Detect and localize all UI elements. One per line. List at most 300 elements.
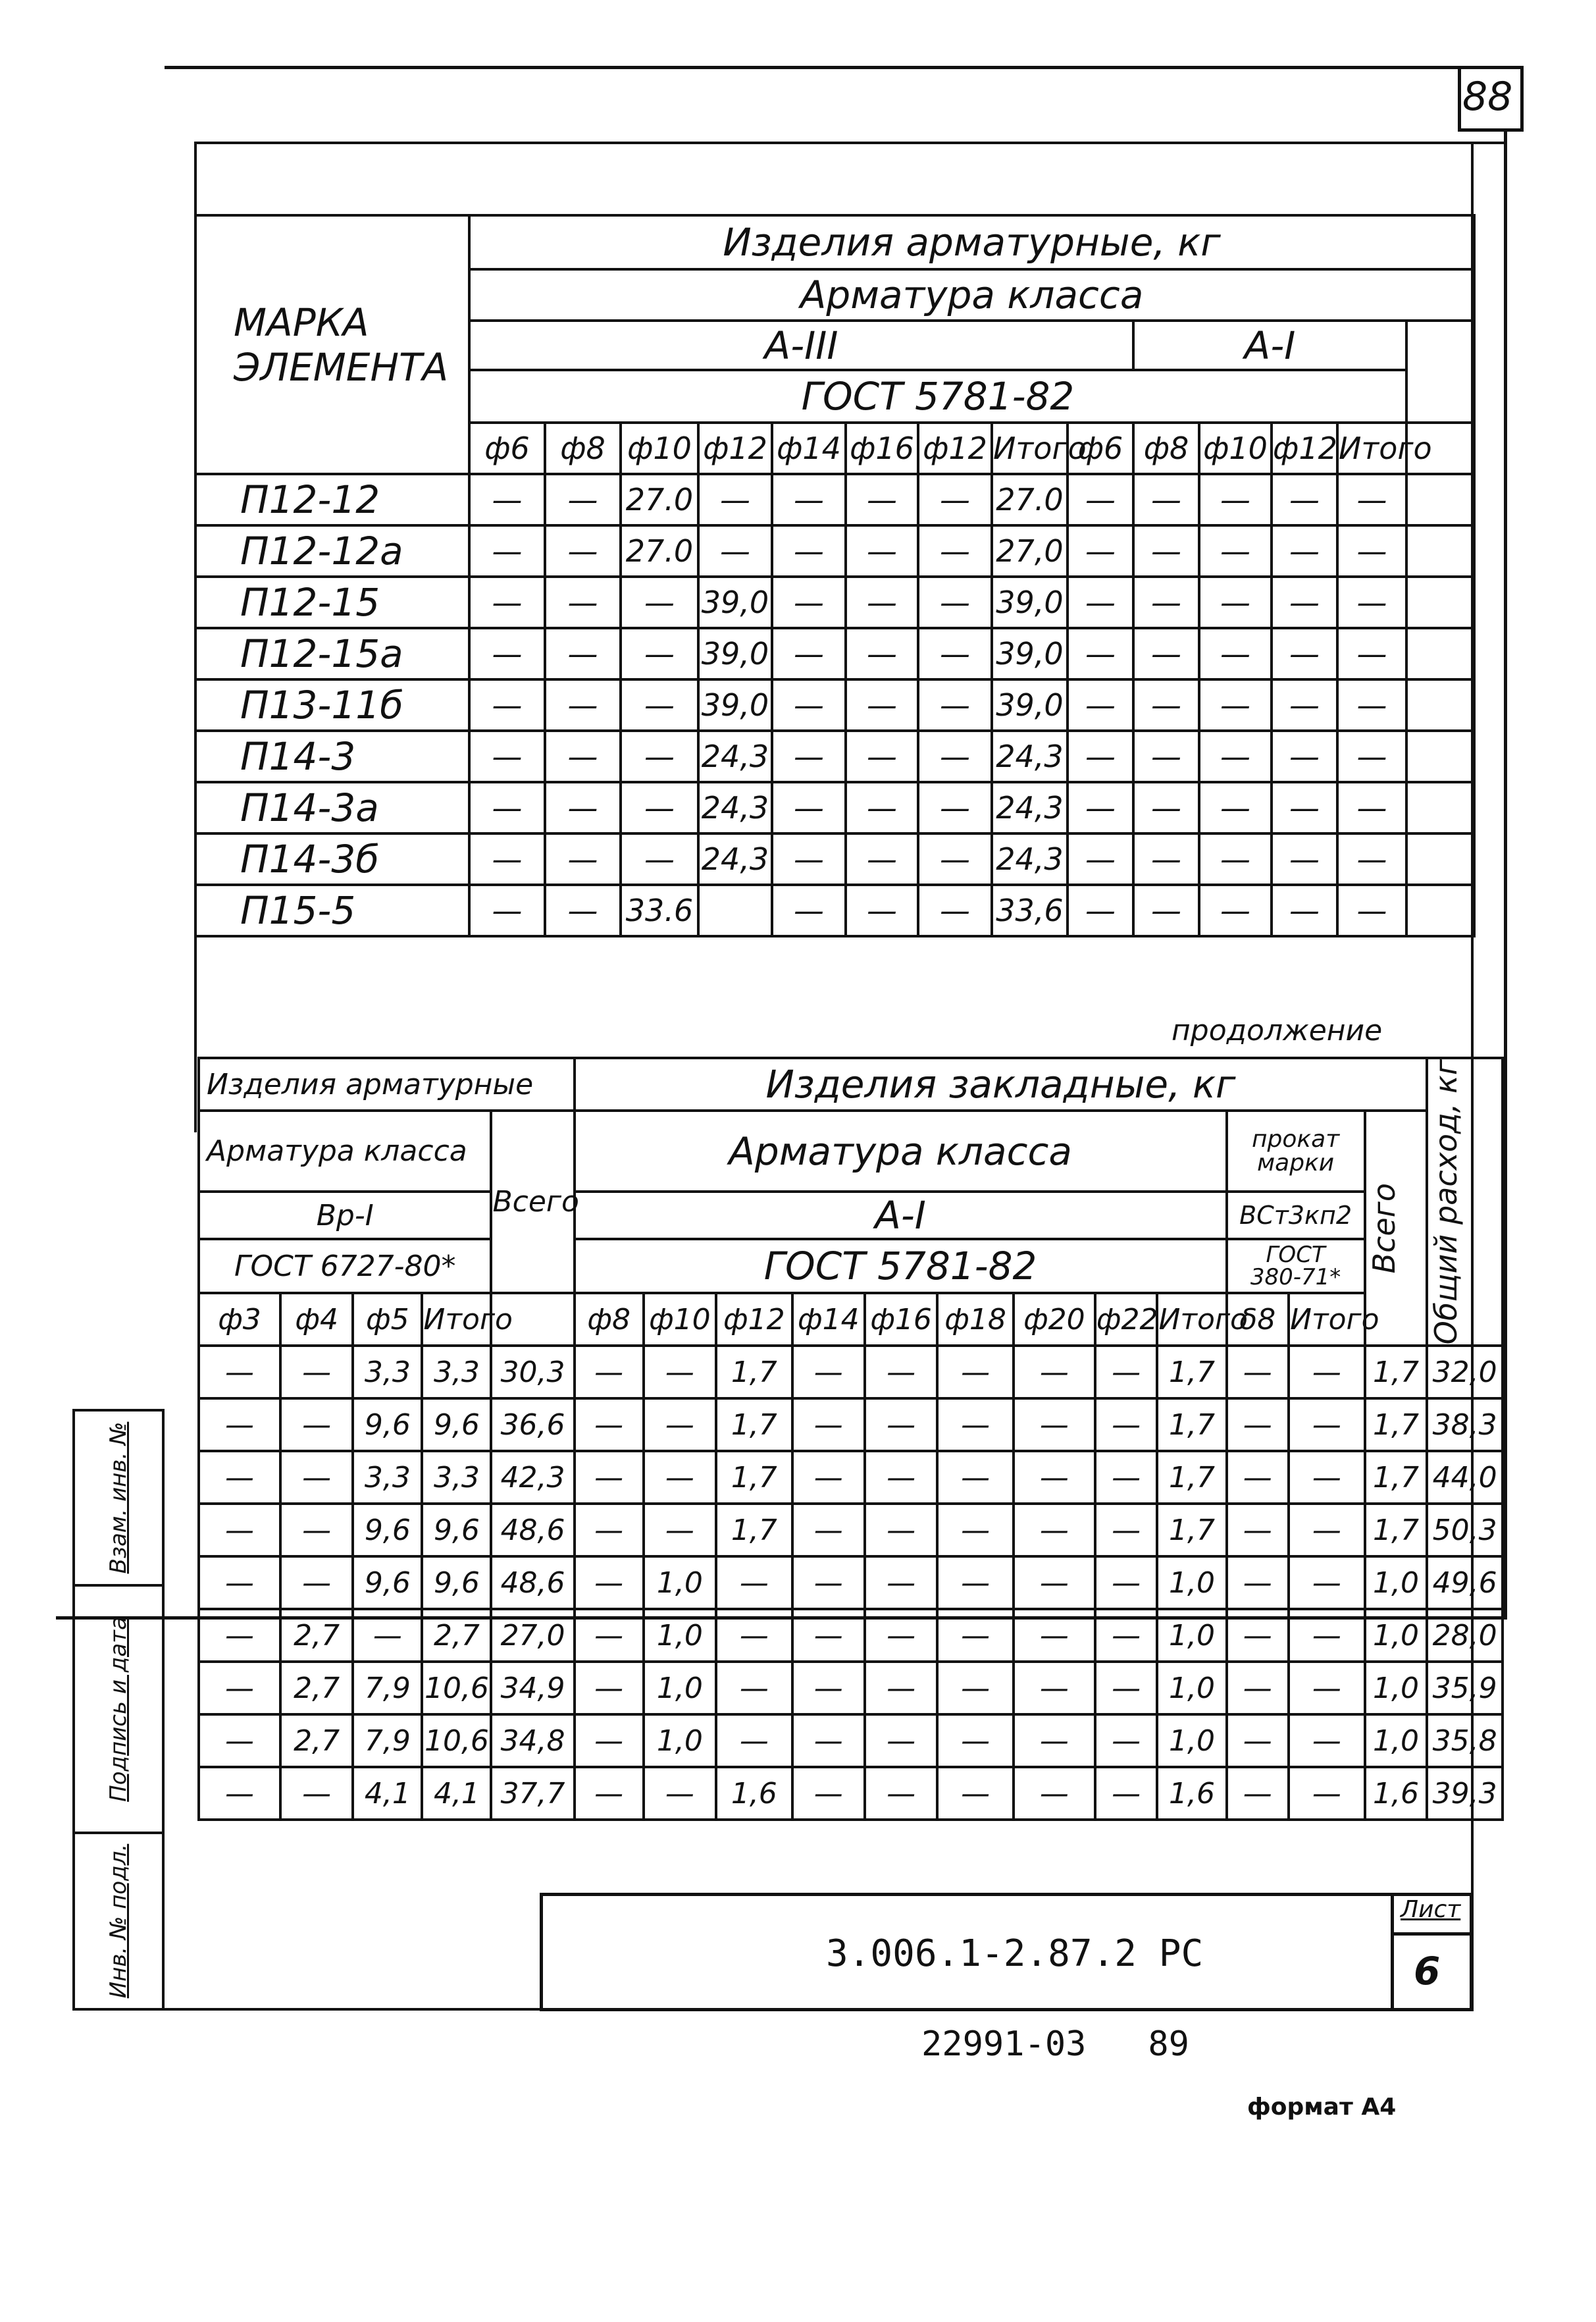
table-cell: 7,9 xyxy=(353,1714,422,1767)
table-cell: — xyxy=(575,1609,644,1662)
products-embedded-title: Изделия закладные, кг xyxy=(575,1058,1428,1111)
table-cell: — xyxy=(1014,1662,1095,1714)
table-cell: 24,3 xyxy=(698,731,772,782)
table-cell: — xyxy=(1227,1504,1289,1556)
table-cell: — xyxy=(792,1556,865,1609)
table-cell: — xyxy=(644,1451,716,1504)
table-cell: — xyxy=(1272,731,1337,782)
col-header: ф14 xyxy=(772,423,846,474)
class-label-2: Арматура класса xyxy=(575,1111,1227,1192)
table-cell: 35,8 xyxy=(1427,1714,1503,1767)
table-row xyxy=(199,1346,1503,1398)
table-cell: — xyxy=(937,1398,1014,1451)
side-stamp-original-inv: Инв. № подл. xyxy=(72,1832,165,2011)
table-cell: — xyxy=(1337,833,1406,885)
table-cell: — xyxy=(937,1504,1014,1556)
col-header: ф16 xyxy=(865,1293,937,1346)
table-cell: — xyxy=(1133,782,1199,833)
table-cell: — xyxy=(545,885,621,936)
table-cell: — xyxy=(865,1346,937,1398)
side-stamp-replaced-inv: Взам. инв. № xyxy=(72,1409,165,1587)
table-cell: — xyxy=(918,885,992,936)
table-cell: 9,6 xyxy=(353,1556,422,1609)
table-cell: 2,7 xyxy=(422,1609,491,1662)
table-cell: 3,3 xyxy=(353,1451,422,1504)
row-mark: П14-3б xyxy=(194,833,469,885)
table-cell: — xyxy=(644,1398,716,1451)
table-cell: — xyxy=(918,679,992,731)
table-cell: — xyxy=(1227,1714,1289,1767)
table-cell: 9,6 xyxy=(353,1398,422,1451)
table-cell: — xyxy=(1014,1556,1095,1609)
table-cell: — xyxy=(1289,1609,1365,1662)
right-frame-line xyxy=(1504,132,1507,1616)
col-header: Итого xyxy=(422,1293,491,1346)
table-cell: 48,6 xyxy=(491,1504,574,1556)
table-cell: — xyxy=(199,1398,280,1451)
table-cell: — xyxy=(1014,1714,1095,1767)
table-cell: 1,7 xyxy=(1365,1346,1428,1398)
table-cell: — xyxy=(199,1714,280,1767)
table-cell: — xyxy=(918,782,992,833)
vsego-right: Всего xyxy=(1365,1111,1428,1346)
table-cell: 32,0 xyxy=(1427,1346,1503,1398)
table-cell: — xyxy=(621,833,698,885)
table-cell: 9,6 xyxy=(422,1556,491,1609)
table-cell: — xyxy=(575,1504,644,1556)
table-cell: — xyxy=(1272,577,1337,628)
table-cell: — xyxy=(545,577,621,628)
table-cell: 27.0 xyxy=(621,474,698,525)
table-cell xyxy=(1406,628,1474,679)
table-cell: 1,0 xyxy=(1365,1662,1428,1714)
table-cell: — xyxy=(1014,1398,1095,1451)
table-cell: — xyxy=(199,1504,280,1556)
table-cell: 1,0 xyxy=(1365,1556,1428,1609)
table-cell: — xyxy=(918,731,992,782)
table-cell: — xyxy=(1133,833,1199,885)
table-cell: — xyxy=(792,1714,865,1767)
table-cell: 39,0 xyxy=(698,628,772,679)
col-header: ф12 xyxy=(698,423,772,474)
gost-label: ГОСТ 5781-82 xyxy=(469,370,1406,423)
table-cell: — xyxy=(1199,474,1272,525)
table-cell: — xyxy=(1199,577,1272,628)
table-cell: — xyxy=(1133,731,1199,782)
vsego-left: Всего xyxy=(491,1111,574,1293)
table-cell: — xyxy=(1199,782,1272,833)
table-cell: — xyxy=(846,525,918,577)
col-header: ф6 xyxy=(1068,423,1133,474)
table-cell xyxy=(698,885,772,936)
table-cell: — xyxy=(716,1609,792,1662)
table-cell: — xyxy=(865,1398,937,1451)
table-cell: — xyxy=(937,1609,1014,1662)
table-cell: 4,1 xyxy=(353,1767,422,1820)
row-mark: П14-3 xyxy=(194,731,469,782)
table-cell: 33,6 xyxy=(992,885,1068,936)
col-header: ф20 xyxy=(1014,1293,1095,1346)
table-cell: — xyxy=(1068,474,1133,525)
table-cell: — xyxy=(1289,1451,1365,1504)
table-cell: 1,0 xyxy=(644,1662,716,1714)
table-cell: — xyxy=(1068,679,1133,731)
table-cell: — xyxy=(846,731,918,782)
table-cell: — xyxy=(469,679,545,731)
table-cell: — xyxy=(1133,628,1199,679)
table-cell: — xyxy=(575,1451,644,1504)
table-cell: 9,6 xyxy=(353,1504,422,1556)
table-cell: — xyxy=(1227,1398,1289,1451)
table-cell: — xyxy=(865,1714,937,1767)
table-cell: — xyxy=(846,782,918,833)
table-cell: 1,0 xyxy=(1157,1556,1226,1609)
inner-top-line xyxy=(194,142,1507,144)
table-cell: 1,7 xyxy=(1365,1504,1428,1556)
table-row xyxy=(199,1662,1503,1714)
table-cell: — xyxy=(644,1504,716,1556)
table-cell: 27.0 xyxy=(992,474,1068,525)
a1-label: A-I xyxy=(575,1192,1227,1239)
table-row xyxy=(199,1609,1503,1662)
table-cell: — xyxy=(621,679,698,731)
table-cell: 7,9 xyxy=(353,1662,422,1714)
table-cell: — xyxy=(846,628,918,679)
table-cell: — xyxy=(469,525,545,577)
format-label: формат А4 xyxy=(1247,2094,1397,2121)
table-cell: — xyxy=(937,1451,1014,1504)
table-cell: 24,3 xyxy=(992,833,1068,885)
table-cell: — xyxy=(698,525,772,577)
row-mark: П13-11б xyxy=(194,679,469,731)
table-cell: — xyxy=(621,628,698,679)
row-mark: П12-12а xyxy=(194,525,469,577)
col-header: ф12 xyxy=(1272,423,1337,474)
class-a1: A-I xyxy=(1133,321,1406,370)
table-cell: — xyxy=(575,1346,644,1398)
table-cell: — xyxy=(1272,628,1337,679)
prokat-header: прокат марки xyxy=(1227,1111,1365,1192)
table-cell: — xyxy=(469,782,545,833)
table-cell: — xyxy=(644,1346,716,1398)
table-cell: — xyxy=(1272,885,1337,936)
table-cell: 4,1 xyxy=(422,1767,491,1820)
table-cell: — xyxy=(469,474,545,525)
table-cell: 1,0 xyxy=(1365,1609,1428,1662)
products-title: Изделия арматурные, кг xyxy=(469,215,1474,269)
table-cell: — xyxy=(545,525,621,577)
table-cell: 1,0 xyxy=(1157,1662,1226,1714)
table-cell: — xyxy=(918,525,992,577)
title-block xyxy=(540,1893,1473,2011)
table-cell: — xyxy=(865,1609,937,1662)
table-cell: — xyxy=(1227,1556,1289,1609)
table-cell: — xyxy=(716,1662,792,1714)
table-cell: — xyxy=(199,1556,280,1609)
table-cell: — xyxy=(1095,1504,1158,1556)
table-row xyxy=(199,1714,1503,1767)
table-cell: — xyxy=(469,833,545,885)
table-cell: — xyxy=(1199,885,1272,936)
col-header: ф16 xyxy=(846,423,918,474)
table-cell: — xyxy=(846,885,918,936)
table-cell: — xyxy=(280,1767,353,1820)
embedded-parts-table xyxy=(197,1057,1504,1821)
table-cell: 1,6 xyxy=(716,1767,792,1820)
table-cell: 34,9 xyxy=(491,1662,574,1714)
reinforcement-table xyxy=(194,214,1476,937)
table-cell: — xyxy=(772,679,846,731)
table-cell: — xyxy=(1337,731,1406,782)
table-cell: 1,0 xyxy=(1365,1714,1428,1767)
table-cell: 1,6 xyxy=(1365,1767,1428,1820)
col-header: ф10 xyxy=(644,1293,716,1346)
col-header: ф8 xyxy=(545,423,621,474)
table-cell: 10,6 xyxy=(422,1714,491,1767)
table-cell: 39,0 xyxy=(698,679,772,731)
table-cell: — xyxy=(772,833,846,885)
table-cell: — xyxy=(1337,679,1406,731)
total-consumption-header: Общий расход, кг xyxy=(1427,1058,1503,1346)
col-header: ф10 xyxy=(621,423,698,474)
table-cell: 37,7 xyxy=(491,1767,574,1820)
sheet-cell xyxy=(1391,1896,1470,2011)
col-header: ф6 xyxy=(469,423,545,474)
table-cell: — xyxy=(1337,628,1406,679)
table-cell: 1,7 xyxy=(1157,1451,1226,1504)
table-cell: — xyxy=(1095,1346,1158,1398)
table-cell: — xyxy=(545,474,621,525)
table-cell: — xyxy=(918,577,992,628)
table-cell: — xyxy=(199,1767,280,1820)
table-cell: 1,0 xyxy=(1157,1714,1226,1767)
table-cell: — xyxy=(1289,1714,1365,1767)
table-cell: — xyxy=(1272,679,1337,731)
products-arm-title: Изделия арматурные xyxy=(199,1058,575,1111)
table-cell: 38,3 xyxy=(1427,1398,1503,1451)
col-header: Итого xyxy=(992,423,1068,474)
table-cell: — xyxy=(865,1767,937,1820)
table-row xyxy=(194,474,1474,525)
table-cell: 24,3 xyxy=(992,782,1068,833)
sheet-number: 6 xyxy=(1414,1949,1441,1993)
table-cell: — xyxy=(280,1398,353,1451)
table-row xyxy=(194,833,1474,885)
table-cell: 1,7 xyxy=(716,1398,792,1451)
table-row xyxy=(194,628,1474,679)
table-cell xyxy=(1406,679,1474,731)
sheet-label: Лист xyxy=(1401,1896,1461,1923)
table-cell: — xyxy=(575,1398,644,1451)
col-header: ф3 xyxy=(199,1293,280,1346)
table-cell: — xyxy=(1014,1451,1095,1504)
table-cell: 10,6 xyxy=(422,1662,491,1714)
col-header: Итого xyxy=(1157,1293,1226,1346)
table-cell: — xyxy=(865,1451,937,1504)
table-cell: — xyxy=(1068,731,1133,782)
table-cell: — xyxy=(545,628,621,679)
col-header: ф4 xyxy=(280,1293,353,1346)
table-cell: — xyxy=(846,577,918,628)
table-cell: — xyxy=(1014,1346,1095,1398)
class-a3: A-III xyxy=(469,321,1133,370)
table-cell: — xyxy=(1068,577,1133,628)
table-cell: — xyxy=(1133,474,1199,525)
table-cell: 36,6 xyxy=(491,1398,574,1451)
table-cell: — xyxy=(621,782,698,833)
table-row xyxy=(199,1504,1503,1556)
table-cell: — xyxy=(353,1609,422,1662)
table-cell: 1,7 xyxy=(716,1346,792,1398)
table-cell: — xyxy=(1068,885,1133,936)
table-cell: 1,7 xyxy=(1157,1398,1226,1451)
table-cell: 1,0 xyxy=(644,1556,716,1609)
table-cell: — xyxy=(1227,1609,1289,1662)
table-cell: — xyxy=(1095,1451,1158,1504)
table-cell: — xyxy=(716,1714,792,1767)
table-cell: — xyxy=(280,1504,353,1556)
table-cell: 9,6 xyxy=(422,1398,491,1451)
col-header: ф10 xyxy=(1199,423,1272,474)
table-cell: — xyxy=(792,1451,865,1504)
table-row xyxy=(194,731,1474,782)
table-cell: — xyxy=(199,1346,280,1398)
table-row xyxy=(194,885,1474,936)
table-cell: — xyxy=(792,1609,865,1662)
table-cell: 39,3 xyxy=(1427,1767,1503,1820)
table-cell: — xyxy=(698,474,772,525)
table-cell: — xyxy=(1068,628,1133,679)
table-cell: — xyxy=(1272,474,1337,525)
table-cell: — xyxy=(937,1346,1014,1398)
table-cell: — xyxy=(575,1714,644,1767)
table-cell: — xyxy=(1133,577,1199,628)
table-cell: 27,0 xyxy=(992,525,1068,577)
gost-5781: ГОСТ 5781-82 xyxy=(575,1239,1227,1293)
table-row xyxy=(194,577,1474,628)
table-cell: 3,3 xyxy=(353,1346,422,1398)
table-cell: 34,8 xyxy=(491,1714,574,1767)
table-cell: 1,7 xyxy=(1157,1504,1226,1556)
table-cell: — xyxy=(469,731,545,782)
table-cell: — xyxy=(469,885,545,936)
table-cell xyxy=(1406,731,1474,782)
gost-6727: ГОСТ 6727-80* xyxy=(199,1239,491,1293)
table-cell: 24,3 xyxy=(698,833,772,885)
row-mark: П12-15 xyxy=(194,577,469,628)
table-cell: — xyxy=(1337,782,1406,833)
table-cell: — xyxy=(545,833,621,885)
vp1-label: Вр-I xyxy=(199,1192,491,1239)
table-cell: — xyxy=(772,577,846,628)
table-cell: — xyxy=(846,833,918,885)
table-cell: — xyxy=(1133,525,1199,577)
table-cell: — xyxy=(1289,1662,1365,1714)
table-cell: 39,0 xyxy=(992,679,1068,731)
table-cell: — xyxy=(1227,1767,1289,1820)
table-cell: 27,0 xyxy=(491,1609,574,1662)
page-number: 88 xyxy=(1462,74,1513,120)
col-header: ф18 xyxy=(937,1293,1014,1346)
table-cell: — xyxy=(1199,679,1272,731)
table-cell: — xyxy=(937,1662,1014,1714)
table-cell: — xyxy=(1199,628,1272,679)
table-cell: — xyxy=(1199,525,1272,577)
table-cell: — xyxy=(1014,1609,1095,1662)
table-cell: — xyxy=(918,833,992,885)
top-border-line xyxy=(165,66,1458,69)
table-cell: 50,3 xyxy=(1427,1504,1503,1556)
table-cell: — xyxy=(575,1556,644,1609)
table-cell: — xyxy=(1272,782,1337,833)
table-cell: — xyxy=(1133,885,1199,936)
table-cell: — xyxy=(1199,731,1272,782)
table-cell: 35,9 xyxy=(1427,1662,1503,1714)
table-cell: — xyxy=(1337,577,1406,628)
table-cell: — xyxy=(1227,1451,1289,1504)
table-cell: 1,7 xyxy=(1365,1398,1428,1451)
table-cell: 39,0 xyxy=(992,577,1068,628)
table-cell: — xyxy=(469,577,545,628)
table-cell: 2,7 xyxy=(280,1662,353,1714)
table-cell: 1,7 xyxy=(1365,1451,1428,1504)
table-cell: — xyxy=(792,1662,865,1714)
table-cell xyxy=(1406,782,1474,833)
table-cell: — xyxy=(865,1556,937,1609)
table-cell: — xyxy=(545,679,621,731)
class-title: Арматура класса xyxy=(469,269,1474,321)
table-cell: — xyxy=(792,1398,865,1451)
table-cell: 49,6 xyxy=(1427,1556,1503,1609)
table-cell: — xyxy=(772,525,846,577)
table-cell: — xyxy=(1068,782,1133,833)
table-cell: — xyxy=(621,731,698,782)
col-header: ф8 xyxy=(575,1293,644,1346)
table-cell: — xyxy=(865,1504,937,1556)
footer-code: 22991-03 89 xyxy=(921,2024,1189,2064)
table-row xyxy=(199,1767,1503,1820)
table-cell: 24,3 xyxy=(698,782,772,833)
table-cell: 1,0 xyxy=(1157,1609,1226,1662)
col-header: ф12 xyxy=(918,423,992,474)
table-cell: 39,0 xyxy=(698,577,772,628)
table-cell: 9,6 xyxy=(422,1504,491,1556)
table-cell: — xyxy=(199,1662,280,1714)
table-cell: 1,7 xyxy=(716,1451,792,1504)
table-row xyxy=(194,782,1474,833)
table-cell: 33.6 xyxy=(621,885,698,936)
table-cell: — xyxy=(937,1767,1014,1820)
table-cell: — xyxy=(772,782,846,833)
table-row xyxy=(194,679,1474,731)
table-cell: — xyxy=(846,474,918,525)
table-row xyxy=(199,1556,1503,1609)
table-cell: 1,7 xyxy=(716,1504,792,1556)
row-mark: П14-3а xyxy=(194,782,469,833)
table-cell: — xyxy=(1289,1504,1365,1556)
table-cell: — xyxy=(280,1556,353,1609)
table-cell: 3,3 xyxy=(422,1346,491,1398)
table-cell: — xyxy=(1133,679,1199,731)
table-cell: — xyxy=(846,679,918,731)
table-cell: — xyxy=(1068,833,1133,885)
table-cell: 3,3 xyxy=(422,1451,491,1504)
table-cell: — xyxy=(792,1504,865,1556)
table-cell: — xyxy=(1289,1556,1365,1609)
table-cell: — xyxy=(545,731,621,782)
table-cell: — xyxy=(1068,525,1133,577)
table-cell: — xyxy=(1227,1346,1289,1398)
